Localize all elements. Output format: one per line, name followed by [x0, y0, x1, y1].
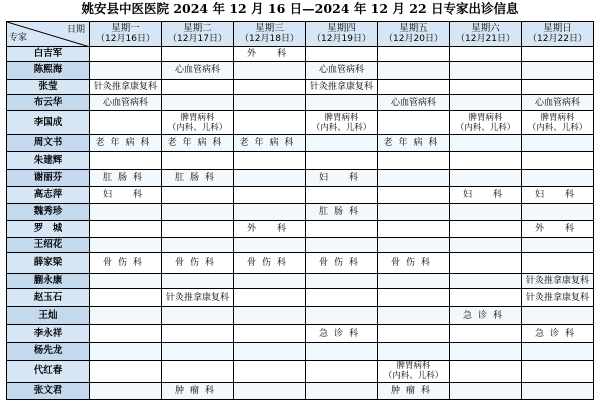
schedule-cell — [450, 289, 522, 307]
schedule-cell: 针灸推拿康复科 — [90, 79, 162, 95]
schedule-cell: 心血管病科 — [522, 95, 594, 111]
expert-name-cell: 代红春 — [7, 360, 90, 382]
schedule-cell — [378, 220, 450, 237]
schedule-cell: 骨伤科 — [90, 253, 162, 273]
table-row — [7, 343, 594, 361]
schedule-cell: 急诊科 — [306, 325, 378, 343]
day-date: （12月18日） — [240, 34, 299, 44]
schedule-cell: 脾胃病科 （内科、儿科） — [450, 111, 522, 135]
schedule-cell — [450, 253, 522, 273]
schedule-cell — [90, 203, 162, 220]
schedule-cell — [234, 343, 306, 361]
schedule-cell — [522, 170, 594, 187]
schedule-cell: 肛肠科 — [162, 170, 234, 187]
schedule-cell — [522, 343, 594, 361]
table-row — [7, 383, 594, 400]
schedule-cell — [162, 237, 234, 253]
schedule-cell: 老年病科 — [90, 135, 162, 152]
schedule-cell — [306, 95, 378, 111]
corner-expert-label: 专家 — [9, 33, 28, 43]
schedule-cell — [306, 135, 378, 152]
table-row — [7, 237, 594, 253]
schedule-cell: 脾胃病科 （内科、儿科） — [522, 111, 594, 135]
schedule-cell — [378, 237, 450, 253]
table-row — [7, 152, 594, 170]
schedule-cell — [378, 289, 450, 307]
schedule-cell — [90, 152, 162, 170]
schedule-cell: 骨伤科 — [234, 253, 306, 273]
expert-name-cell: 薛家梁 — [7, 253, 90, 273]
schedule-cell: 妇 科 — [306, 170, 378, 187]
schedule-cell — [306, 383, 378, 400]
schedule-cell: 妇 科 — [522, 187, 594, 204]
schedule-cell — [90, 325, 162, 343]
schedule-cell — [234, 152, 306, 170]
day-header-fri — [378, 22, 450, 47]
schedule-cell — [522, 307, 594, 325]
expert-name-cell: 赵玉石 — [7, 289, 90, 307]
schedule-cell — [378, 152, 450, 170]
day-date: （12月20日） — [384, 34, 443, 44]
table-row — [7, 325, 594, 343]
schedule-cell — [234, 187, 306, 204]
schedule-cell — [90, 360, 162, 382]
schedule-cell — [90, 47, 162, 62]
schedule-cell — [306, 307, 378, 325]
schedule-cell — [234, 237, 306, 253]
expert-name-cell: 魏秀珍 — [7, 203, 90, 220]
schedule-cell — [450, 360, 522, 382]
schedule-cell: 骨伤科 — [306, 253, 378, 273]
expert-name-cell: 张文君 — [7, 383, 90, 400]
schedule-cell — [522, 237, 594, 253]
schedule-cell — [450, 383, 522, 400]
schedule-cell — [306, 289, 378, 307]
day-name: 星期二 — [183, 23, 212, 34]
schedule-cell — [90, 273, 162, 289]
schedule-cell — [234, 273, 306, 289]
expert-name-cell: 白吉军 — [7, 47, 90, 62]
schedule-cell — [162, 203, 234, 220]
schedule-cell — [306, 220, 378, 237]
schedule-cell — [234, 325, 306, 343]
schedule-cell: 心血管病科 — [162, 61, 234, 79]
expert-name-cell: 陈熙海 — [7, 61, 90, 79]
schedule-body — [7, 47, 594, 400]
schedule-cell — [90, 289, 162, 307]
schedule-cell: 针灸推拿康复科 — [306, 79, 378, 95]
expert-name-cell: 王绍花 — [7, 237, 90, 253]
schedule-cell — [522, 360, 594, 382]
table-row — [7, 47, 594, 62]
schedule-cell — [90, 111, 162, 135]
schedule-cell: 脾胃病科 （内科、儿科） — [162, 111, 234, 135]
schedule-cell — [90, 343, 162, 361]
schedule-cell: 肿瘤科 — [378, 383, 450, 400]
schedule-cell — [162, 307, 234, 325]
schedule-cell — [306, 237, 378, 253]
table-row — [7, 170, 594, 187]
schedule-cell — [234, 203, 306, 220]
schedule-cell: 老年病科 — [378, 135, 450, 152]
table-row — [7, 111, 594, 135]
expert-name-cell: 蒯永康 — [7, 273, 90, 289]
schedule-cell — [162, 95, 234, 111]
schedule-cell: 急诊科 — [522, 325, 594, 343]
schedule-cell — [522, 203, 594, 220]
schedule-cell — [378, 307, 450, 325]
schedule-cell — [522, 135, 594, 152]
expert-name-cell: 高志萍 — [7, 187, 90, 204]
schedule-cell — [234, 111, 306, 135]
schedule-cell — [234, 289, 306, 307]
schedule-cell — [90, 307, 162, 325]
day-name: 星期四 — [327, 23, 356, 34]
schedule-cell — [450, 135, 522, 152]
schedule-cell — [90, 383, 162, 400]
schedule-cell — [234, 360, 306, 382]
table-row — [7, 360, 594, 382]
schedule-cell — [450, 61, 522, 79]
schedule-cell: 心血管病科 — [378, 95, 450, 111]
schedule-cell — [234, 383, 306, 400]
day-header-sat — [450, 22, 522, 47]
schedule-cell — [378, 170, 450, 187]
schedule-cell — [450, 170, 522, 187]
day-header-tue — [162, 22, 234, 47]
schedule-cell — [378, 187, 450, 204]
expert-name-cell: 张莹 — [7, 79, 90, 95]
schedule-cell — [162, 47, 234, 62]
day-header-thu — [306, 22, 378, 47]
table-row — [7, 187, 594, 204]
schedule-cell — [162, 343, 234, 361]
schedule-cell — [450, 152, 522, 170]
day-date: （12月19日） — [312, 34, 371, 44]
expert-name-cell: 罗 城 — [7, 220, 90, 237]
expert-name-cell: 李国成 — [7, 111, 90, 135]
schedule-cell — [306, 343, 378, 361]
table-row — [7, 79, 594, 95]
schedule-cell: 心血管病科 — [90, 95, 162, 111]
day-name: 星期日 — [543, 23, 572, 34]
schedule-cell — [450, 203, 522, 220]
schedule-cell — [90, 61, 162, 79]
schedule-cell — [522, 79, 594, 95]
expert-name-cell: 杨先龙 — [7, 343, 90, 361]
schedule-cell — [306, 360, 378, 382]
schedule-cell: 心血管病科 — [306, 61, 378, 79]
schedule-cell: 肛肠科 — [306, 203, 378, 220]
day-header-mon — [90, 22, 162, 47]
schedule-cell — [162, 187, 234, 204]
schedule-cell — [90, 220, 162, 237]
schedule-cell: 肿瘤科 — [162, 383, 234, 400]
expert-name-cell: 布云华 — [7, 95, 90, 111]
schedule-cell — [162, 152, 234, 170]
schedule-cell — [162, 325, 234, 343]
schedule-cell — [522, 383, 594, 400]
schedule-cell — [234, 61, 306, 79]
schedule-cell — [522, 152, 594, 170]
schedule-cell — [378, 61, 450, 79]
schedule-table — [6, 21, 594, 400]
schedule-cell — [450, 95, 522, 111]
table-row — [7, 253, 594, 273]
schedule-cell — [450, 237, 522, 253]
expert-name-cell: 周文书 — [7, 135, 90, 152]
schedule-cell — [234, 170, 306, 187]
schedule-cell: 脾胃病科 （内科、儿科） — [306, 111, 378, 135]
table-row — [7, 307, 594, 325]
schedule-cell: 外 科 — [234, 47, 306, 62]
schedule-cell: 外 科 — [522, 220, 594, 237]
schedule-cell — [378, 203, 450, 220]
table-row — [7, 203, 594, 220]
schedule-cell: 老年病科 — [234, 135, 306, 152]
schedule-cell: 老年病科 — [162, 135, 234, 152]
expert-name-cell: 王灿 — [7, 307, 90, 325]
table-row — [7, 61, 594, 79]
schedule-cell — [162, 360, 234, 382]
day-date: （12月22日） — [528, 34, 587, 44]
schedule-cell: 急诊科 — [450, 307, 522, 325]
schedule-cell — [450, 47, 522, 62]
schedule-cell — [306, 47, 378, 62]
schedule-cell — [306, 273, 378, 289]
day-header-sun — [522, 22, 594, 47]
schedule-cell — [234, 79, 306, 95]
schedule-cell: 骨伤科 — [162, 253, 234, 273]
schedule-cell — [162, 79, 234, 95]
day-name: 星期五 — [399, 23, 428, 34]
schedule-cell — [378, 47, 450, 62]
day-name: 星期一 — [111, 23, 140, 34]
day-date: （12月16日） — [96, 34, 155, 44]
schedule-cell: 妇 科 — [450, 187, 522, 204]
schedule-cell — [522, 47, 594, 62]
schedule-cell — [378, 79, 450, 95]
schedule-cell — [234, 95, 306, 111]
schedule-cell — [378, 273, 450, 289]
day-date: （12月17日） — [168, 34, 227, 44]
corner-cell — [7, 22, 90, 47]
schedule-cell: 针灸推拿康复科 — [522, 289, 594, 307]
schedule-cell: 针灸推拿康复科 — [522, 273, 594, 289]
schedule-cell — [162, 220, 234, 237]
table-row — [7, 135, 594, 152]
schedule-cell — [378, 325, 450, 343]
schedule-cell — [450, 273, 522, 289]
schedule-cell — [306, 152, 378, 170]
day-name: 星期六 — [471, 23, 500, 34]
schedule-cell: 肛肠科 — [90, 170, 162, 187]
schedule-cell — [162, 273, 234, 289]
schedule-cell — [378, 343, 450, 361]
expert-name-cell: 朱建辉 — [7, 152, 90, 170]
page-title: 姚安县中医医院 2024 年 12 月 16 日—2024 年 12 月 22 日专家出诊信息 — [81, 1, 519, 16]
header-row — [7, 22, 594, 47]
schedule-cell — [90, 237, 162, 253]
day-date: （12月21日） — [456, 34, 515, 44]
schedule-cell: 骨伤科 — [378, 253, 450, 273]
schedule-cell — [234, 307, 306, 325]
corner-date-label: 日期 — [66, 25, 85, 35]
day-name: 星期三 — [255, 23, 284, 34]
schedule-cell — [522, 253, 594, 273]
schedule-cell: 外 科 — [234, 220, 306, 237]
schedule-cell — [450, 343, 522, 361]
schedule-cell — [306, 187, 378, 204]
schedule-cell: 针灸推拿康复科 — [162, 289, 234, 307]
expert-name-cell: 李永祥 — [7, 325, 90, 343]
table-row — [7, 95, 594, 111]
schedule-cell — [450, 325, 522, 343]
table-row — [7, 289, 594, 307]
day-header-wed — [234, 22, 306, 47]
schedule-cell: 妇 科 — [90, 187, 162, 204]
schedule-cell — [522, 61, 594, 79]
expert-name-cell: 谢丽芬 — [7, 170, 90, 187]
schedule-cell — [450, 220, 522, 237]
schedule-cell — [378, 111, 450, 135]
table-row — [7, 273, 594, 289]
schedule-cell — [450, 79, 522, 95]
schedule-cell: 脾胃病科 （内科、儿科） — [378, 360, 450, 382]
table-row — [7, 220, 594, 237]
